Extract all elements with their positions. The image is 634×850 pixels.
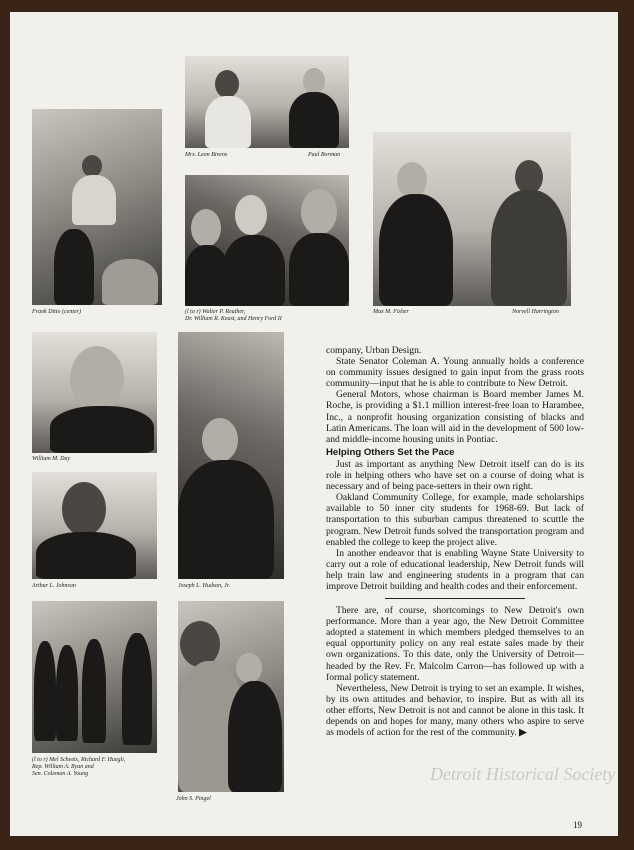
caption-fisher: Max M. Fisher (373, 309, 409, 315)
article-text (326, 345, 584, 738)
magazine-page (10, 12, 618, 836)
caption-bivens: Mrs. Leon Bivens (185, 152, 228, 158)
section-heading: Helping Others Set the Pace (326, 446, 455, 458)
paragraph: State Senator Coleman A. Young annually holds a conference on community issues designed to gain input from the grass roots community—input that he is able to contribute to New Detroit. (326, 356, 584, 390)
photo-william-day (32, 332, 157, 453)
photo-arthur-johnson (32, 472, 157, 579)
caption-hudson: Joseph L. Hudson, Jr. (178, 583, 230, 589)
photo-scheets-huegli-ryan-young (32, 601, 157, 753)
caption-pingel: John S. Pingel (176, 796, 211, 802)
caption-borman: Paul Borman (308, 152, 341, 158)
paragraph-text: Nevertheless, New Detroit is trying to set an example. It wishes, by its own attitudes and behavior, to inspire. But as with all its other efforts, New Detroit is not and cannot be alone in this task. It depends on and hopes for many, many others who aspire to serve as models of action for the rest of the community. (326, 682, 584, 739)
photo-frank-ditto (32, 109, 162, 305)
caption-ditto: Frank Ditto (center) (32, 309, 81, 315)
page-number: 19 (573, 820, 582, 830)
caption-reuther: (l to r) Walter P. Reuther, Dr. William R. Keast, and Henry Ford II (185, 309, 282, 322)
watermark: Detroit Historical Society (430, 764, 616, 784)
paragraph: In another endeavor that is enabling Wayne State University to carry out a role of educational leadership, New Detroit funds will help train law and engineering students in a program that can improve Detroit building and health codes and their enforcement. (326, 547, 584, 592)
caption-harrington: Norvell Harrington (512, 309, 559, 315)
paragraph: company, Urban Design. (326, 345, 422, 356)
paragraph (326, 683, 584, 738)
caption-day: William M. Day (32, 456, 71, 462)
photo-joseph-hudson (178, 332, 284, 579)
photo-john-pingel (178, 601, 284, 792)
photo-bivens-borman (185, 56, 349, 148)
caption-scheets: (l to r) Mel Scheets, Richard F. Huegli, Rep. William A. Ryan and Sen. Coleman A. Young (32, 757, 126, 777)
photo-fisher-harrington (373, 132, 571, 306)
paragraph: General Motors, whose chairman is Board member James M. Roche, is providing a $1.1 million interest-free loan to Harambee, Inc., a nonprofit housing organization consisting of blacks and Latin Americans. The loan will aid in the development of 500 low- and middle-income housing units in Pontiac. (326, 389, 584, 445)
photo-reuther-keast-ford (185, 175, 349, 306)
paragraph: There are, of course, shortcomings to New Detroit's own performance. More than a year ago, the New Detroit Committee adopted a statement in which members pledged themselves to an equal opportunity policy on any real estate sales made by their own organizations. To this date, only the University of Detroit—headed by the Rev. Fr. Malcolm Carron—has followed up with a formal policy statement. (326, 605, 584, 683)
paragraph: Just as important as anything New Detroit itself can do is its role in helping others who have set on a course of doing what is necessary and of being pace-setters in their own right. (326, 458, 584, 493)
caption-johnson: Arthur L. Johnson (32, 583, 76, 589)
paragraph: Oakland Community College, for example, made scholarships available to 50 inner city students for 1968-69. But lack of transportation to this suburban campus threatened to scuttle the program. New Detroit funds solved the transportation program and enabled the college to keep the project alive. (326, 492, 584, 548)
end-mark-icon: ▶ (519, 727, 527, 739)
section-divider (385, 598, 525, 599)
